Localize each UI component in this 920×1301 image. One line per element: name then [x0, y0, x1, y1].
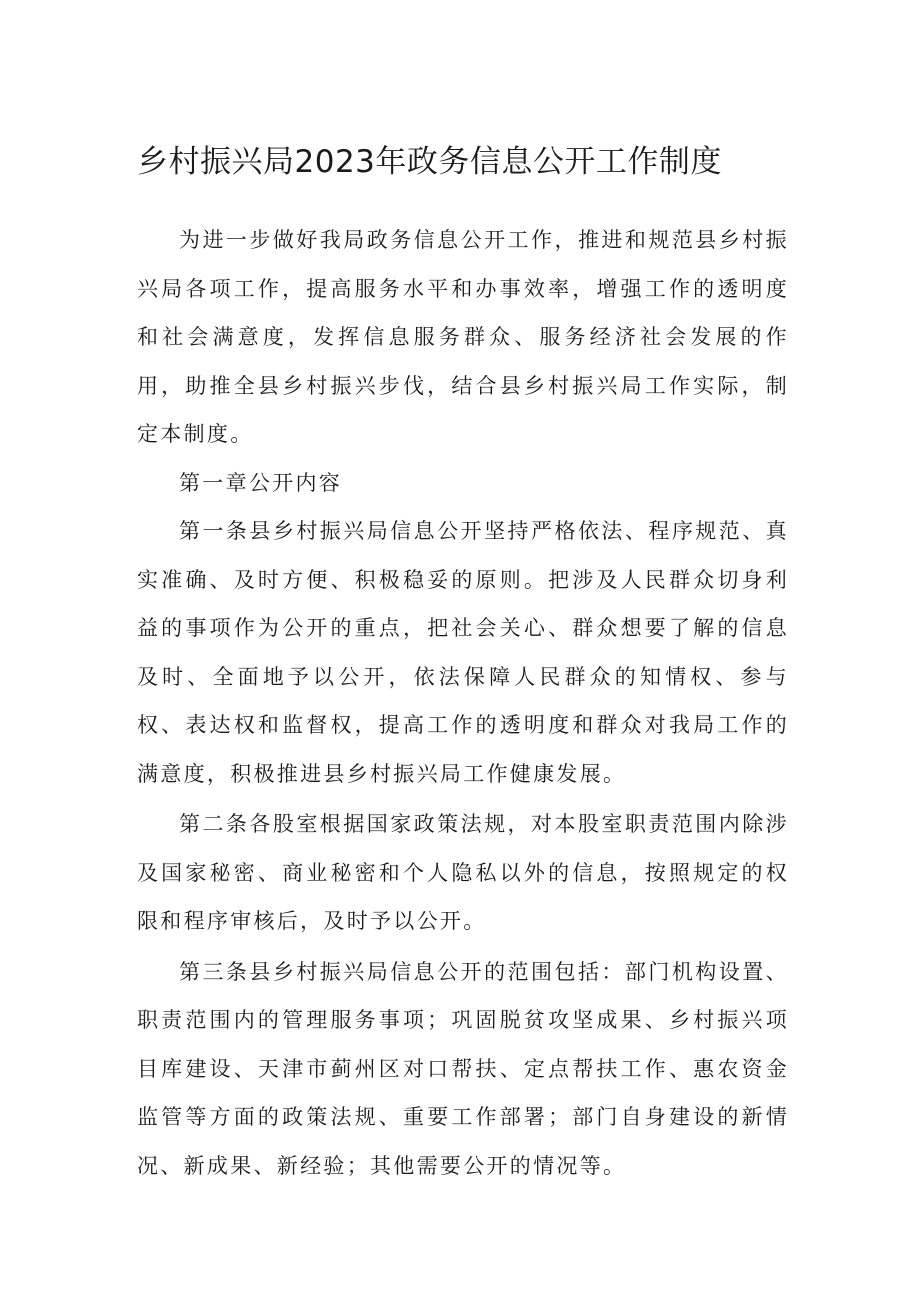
document-body	[137, 216, 789, 1190]
chapter-heading: 第一章公开内容	[179, 470, 343, 495]
document-title: 乡村振兴局2023年政务信息公开工作制度	[137, 144, 722, 180]
paragraph-intro: 为进一步做好我局政务信息公开工作，推进和规范县乡村振兴局各项工作，提高服务水平和办事效率，增强工作的透明度和社会满意度，发挥信息服务群众、服务经济社会发展的作用，助推全县乡村振兴步伐，结合县乡村振兴局工作实际，制定本制度。	[137, 228, 789, 446]
article-3: 第三条县乡村振兴局信息公开的范围包括：部门机构设置、职责范围内的管理服务事项；巩固脱贫攻坚成果、乡村振兴项目库建设、天津市蓟州区对口帮扶、定点帮扶工作、惠农资金监管等方面的政策法规、重要工作部署；部门自身建设的新情况、新成果、新经验；其他需要公开的情况等。	[137, 959, 789, 1178]
article-2: 第二条各股室根据国家政策法规，对本股室职责范围内除涉及国家秘密、商业秘密和个人隐私以外的信息，按照规定的权限和程序审核后，及时予以公开。	[137, 812, 789, 933]
article-1: 第一条县乡村振兴局信息公开坚持严格依法、程序规范、真实准确、及时方便、积极稳妥的原则。把涉及人民群众切身利益的事项作为公开的重点，把社会关心、群众想要了解的信息及时、全面地予以公开，依法保障人民群众的知情权、参与权、表达权和监督权，提高工作的透明度和群众对我局工作的满意度，积极推进县乡村振兴局工作健康发展。	[137, 519, 789, 786]
